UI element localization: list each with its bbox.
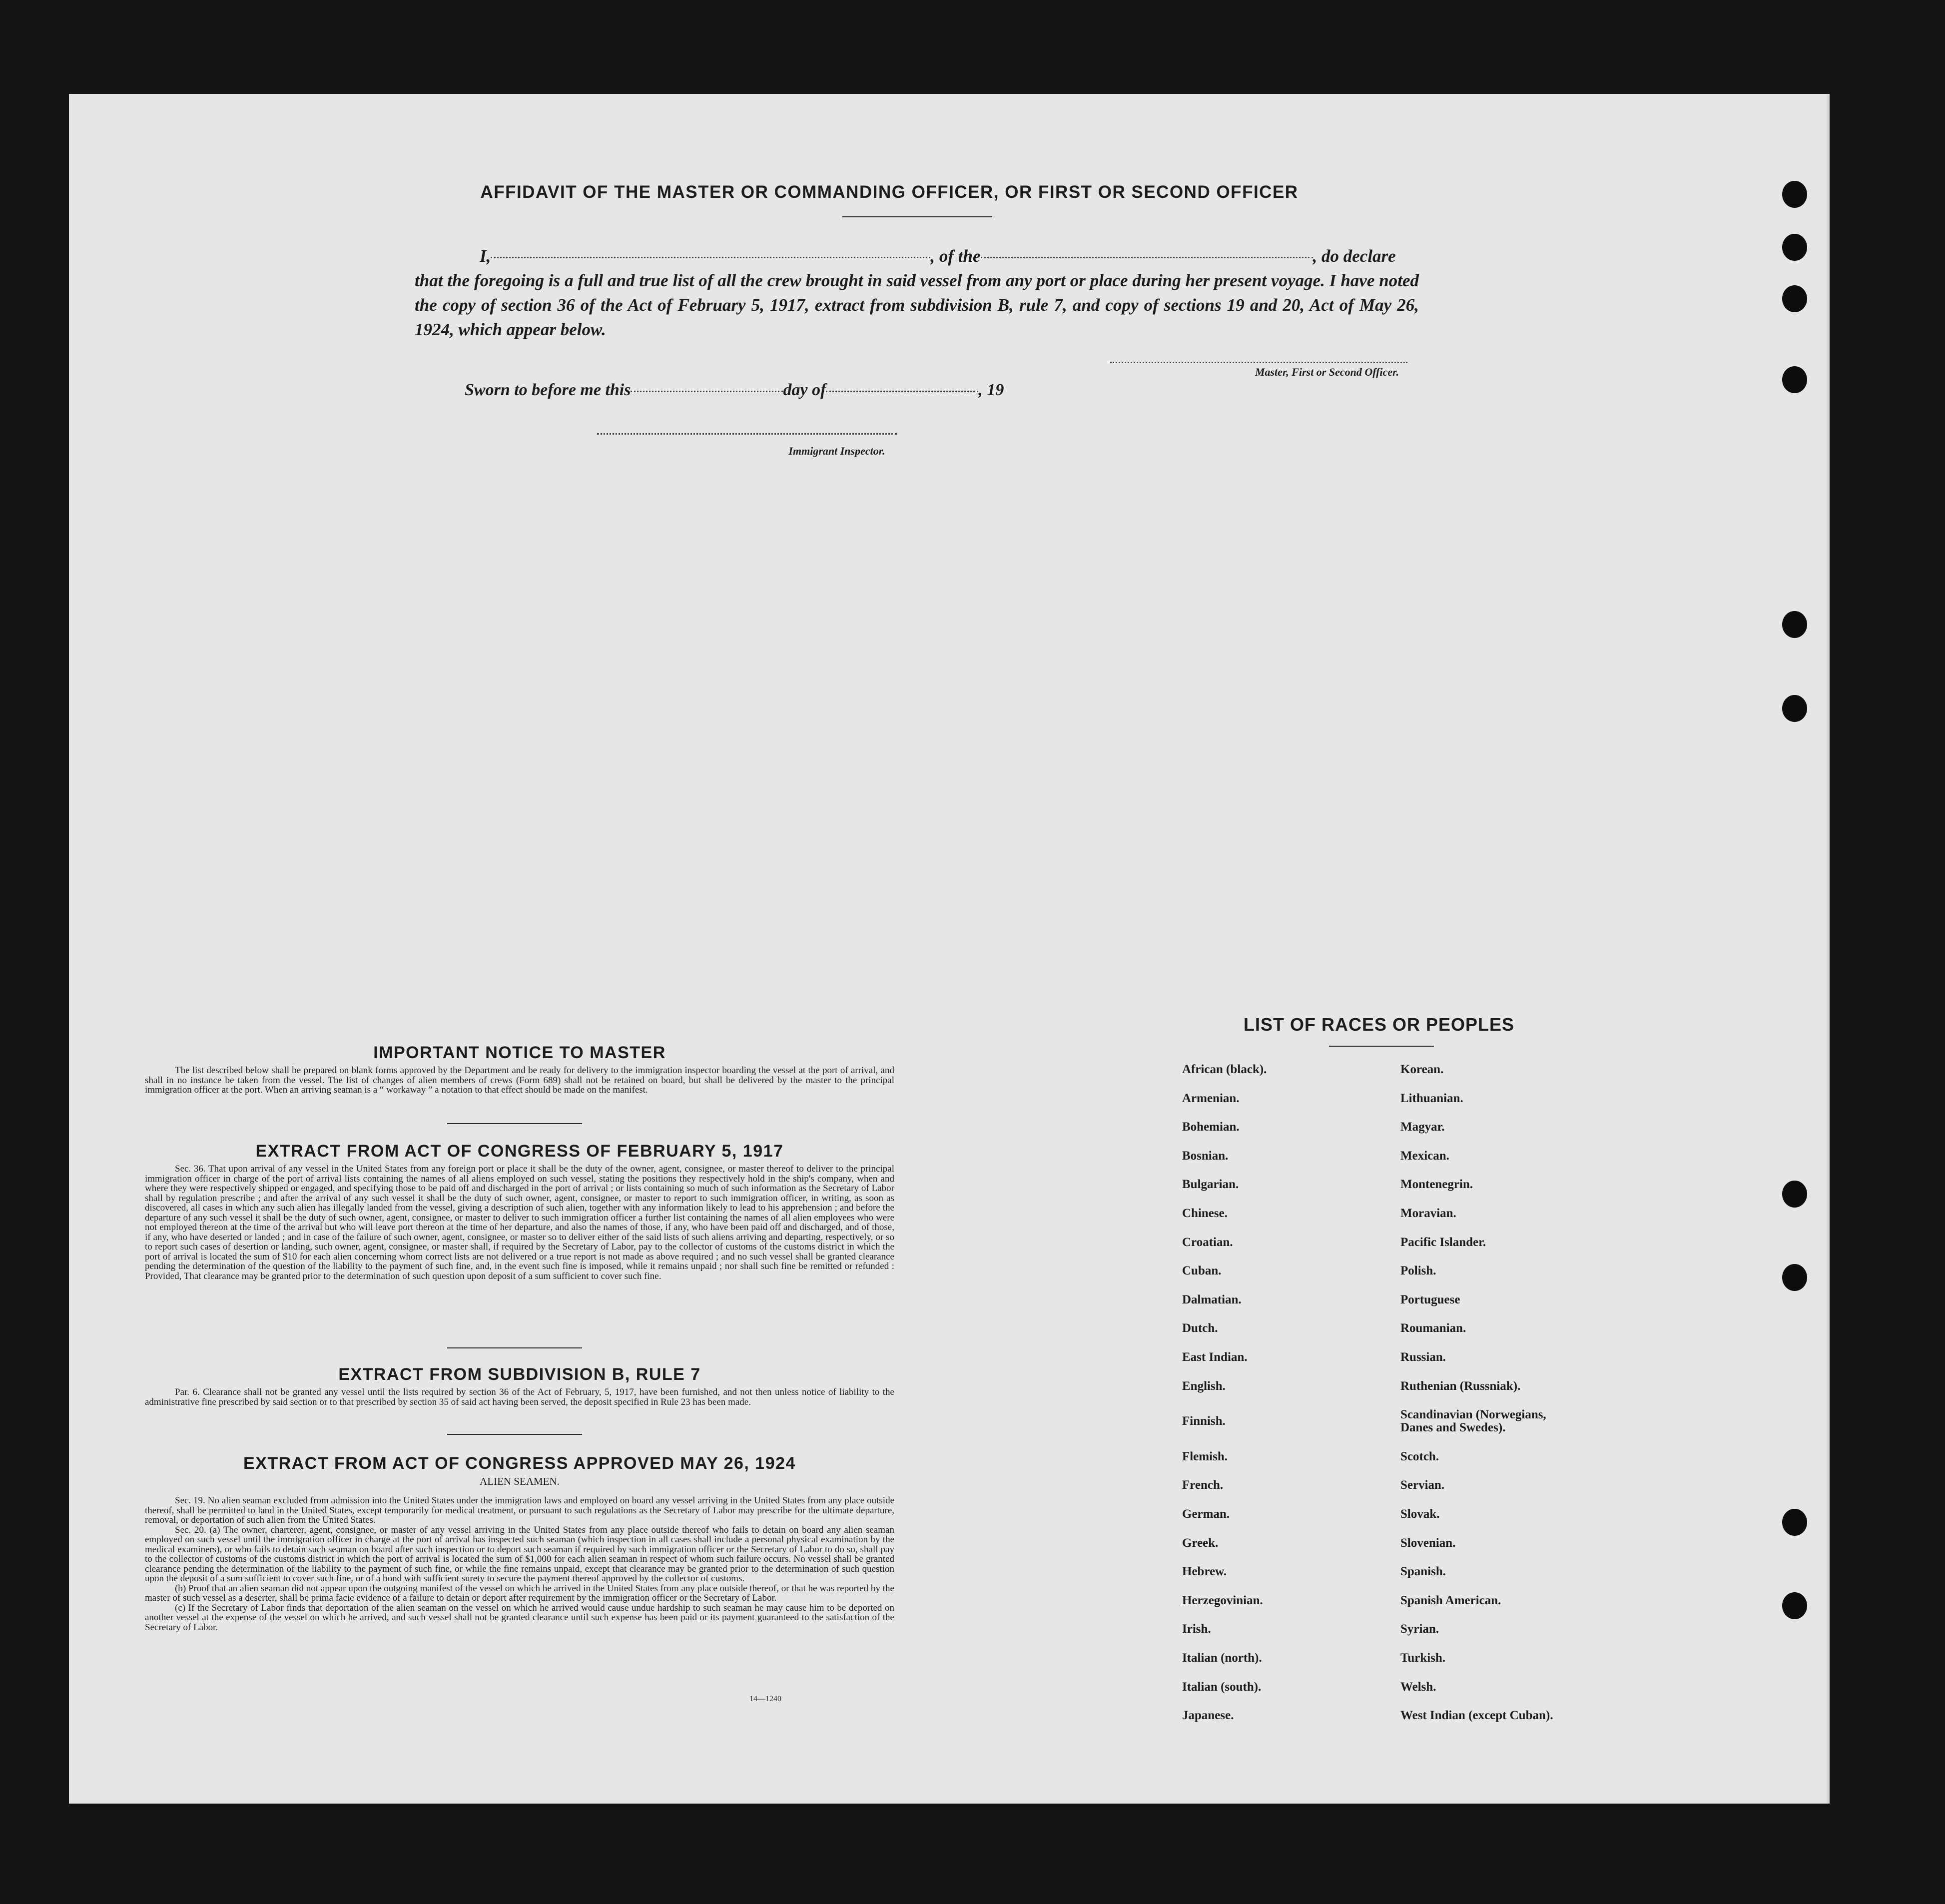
divider [447,1123,582,1124]
race-item: Italian (south). [1182,1680,1262,1694]
extract-1917-title: EXTRACT FROM ACT OF CONGRESS OF FEBRUARY 5, 1917 [255,1142,784,1161]
extract-1924-title: EXTRACT FROM ACT OF CONGRESS APPROVED MAY 26, 1924 [243,1454,796,1473]
race-item: Flemish. [1182,1450,1228,1463]
punch-hole [1782,181,1807,208]
race-item: Spanish. [1400,1565,1446,1578]
sworn-day-field[interactable] [631,391,783,392]
race-item: Spanish American. [1400,1594,1501,1607]
race-item: Hebrew. [1182,1565,1227,1578]
punch-hole [1782,366,1807,393]
race-item: Bohemian. [1182,1120,1240,1134]
races-title: LIST OF RACES OR PEOPLES [1243,1014,1515,1035]
extract-1924-subtitle: ALIEN SEAMEN. [480,1475,560,1487]
race-item: African (black). [1182,1063,1267,1076]
race-item: Croatian. [1182,1236,1233,1249]
affidavit-of-the: , of the [930,246,981,266]
race-item: Lithuanian. [1400,1092,1463,1105]
punch-hole [1782,1509,1807,1536]
race-item: Dalmatian. [1182,1293,1242,1306]
master-name-field[interactable] [491,257,930,258]
race-item: Mexican. [1400,1149,1449,1163]
race-item: Montenegrin. [1400,1178,1473,1191]
race-item: French. [1182,1478,1224,1492]
punch-hole [1782,1592,1807,1619]
race-item: Servian. [1400,1478,1445,1492]
race-item: West Indian (except Cuban). [1400,1709,1553,1722]
master-signature-field[interactable] [1110,362,1407,363]
punch-hole [1782,234,1807,261]
race-item: Italian (north). [1182,1651,1262,1665]
race-item: Armenian. [1182,1092,1240,1105]
race-item: Magyar. [1400,1120,1445,1134]
sworn-month-field[interactable] [826,391,978,392]
extract-1917-text: Sec. 36. That upon arrival of any vessel in the United States from any foreign port or place it shall be the duty of the owner, agent, consignee, or master thereof to deliver to the principal immigration officer in charge of the port of arrival lists containing the names of all aliens employed on such vessel, stating the positions they respectively hold in the ship's company, when and where they were respectively shipped or engaged, and specifying those to be paid off and discharged in the port of arrival ; or lists containing so much of such information as the Secretary of Labor shall by regulation prescribe ; and after the arrival of any such vessel it shall be the duty of such owner, agent, consignee, or master to report to such immigration officer, in writing, as soon as discovered, all cases in which any such alien has illegally landed from the vessel, giving a description of such alien, together with any information likely to lead to his apprehension ; and before the departure of any such vessel it shall be the duty of such owner, agent, consignee, or master to deliver to such immigration officer a further list containing the names of all alien employees who were not employed thereon at the time of the arrival but who will leave port thereon at the time of her departure, and also the names of those, if any, who have been paid off and discharged, and of those, if any, who have deserted or landed ; and in case of the failure of such owner, agent, consignee, or master so to deliver either of the said lists of such aliens arriving and departing, respectively, or so to report such cases of desertion or landing, such owner, agent, consignee, or master shall, if required by the Secretary of Labor, pay to the collector of customs of the customs district in which the port of arrival is located the sum of $10 for each alien concerning whom correct lists are not delivered or a true report is not made as above required ; and no such vessel shall be granted clearance pending the determination of the question of the liability to the payment of such fine, and, in the event such fine is imposed, while it remains unpaid ; nor shall such fine be remitted or refunded : Provided, That clearance may be granted prior to the determination of such question upon deposit of a sum sufficient to cover such fine. [145,1164,894,1281]
inspector-signature-label: Immigrant Inspector. [788,445,885,457]
race-item: Cuban. [1182,1264,1222,1277]
race-item: East Indian. [1182,1350,1248,1364]
inspector-signature-field[interactable] [597,433,897,435]
affidavit-first-line [415,244,1419,268]
race-item: Herzegovinian. [1182,1594,1263,1607]
notice-title: IMPORTANT NOTICE TO MASTER [373,1043,666,1062]
race-item: Chinese. [1182,1207,1228,1220]
divider [1329,1046,1434,1047]
race-item: Ruthenian (Russniak). [1400,1379,1521,1393]
affidavit-title: AFFIDAVIT OF THE MASTER OR COMMANDING OFFICER, OR FIRST OR SECOND OFFICER [480,182,1298,202]
rule7-text: Par. 6. Clearance shall not be granted any vessel until the lists required by section 36 of the Act of February, 5, 1917, have been furnished, and not then unless notice of liability to the administrative fine prescribed by said section or to that prescribed by section 35 of said act having been served, the deposit specified in Rule 23 has been made. [145,1387,894,1407]
rule7-title: EXTRACT FROM SUBDIVISION B, RULE 7 [338,1365,701,1384]
notice-text: The list described below shall be prepared on blank forms approved by the Department and be ready for delivery to the immigration inspector boarding the vessel at the port of arrival, and shall in no instance be taken from the vessel. The list of changes of alien members of crews (Form 689) shall not be retained on board, but shall be delivered by the master to the principal immigration officer at the port. When an arriving seaman is a “ workaway ” a notation to that effect should be made on the manifest. [145,1065,894,1095]
race-item: Bosnian. [1182,1149,1229,1163]
vessel-name-field[interactable] [981,257,1313,258]
punch-hole [1782,611,1807,638]
divider [447,1434,582,1435]
race-item: Slovenian. [1400,1536,1456,1550]
race-item: English. [1182,1379,1226,1393]
sworn-year-prefix: , 19 [978,381,1004,399]
extract-1924-sec19: Sec. 19. No alien seaman excluded from admission into the United States under the immigration laws and employed on board any vessel arriving in the United States from any place outside thereof, shall be permitted to land in the United States, except temporarily for medical treatment, or pursuant to such regulations as the Secretary of Labor may prescribe for the ultimate departure, removal, or deportation of such alien from the United States. [145,1495,894,1525]
race-item: Polish. [1400,1264,1436,1277]
extract-1924-sec20b: (b) Proof that an alien seaman did not appear upon the outgoing manifest of the vessel on which he arrived in the United States from any place outside thereof, or that he was reported by the master of such vessel as a deserter, shall be prima facie evidence of a failure to detain or deport after requirement by the immigration officer or the Secretary of Labor. [145,1583,894,1603]
punch-hole [1782,1181,1807,1208]
race-item: Dutch. [1182,1321,1218,1335]
race-item: Russian. [1400,1350,1446,1364]
extract-1924-sec20c: (c) If the Secretary of Labor finds that deportation of the alien seaman on the vessel on which he arrived would cause undue hardship to such seaman he may cause him to be deported on another vessel at the expense of the vessel on which he arrived, and such vessel shall not be granted clearance until such expense has been paid or its payment guaranteed to the satisfaction of the Secretary of Labor. [145,1602,894,1633]
sworn-day-of: day of [783,381,826,399]
form-number: 14—1240 [749,1695,781,1703]
divider [447,1347,582,1348]
sworn-line [465,381,1004,400]
race-item: Portuguese [1400,1293,1460,1306]
race-item: Pacific Islander. [1400,1236,1486,1249]
punch-hole [1782,285,1807,312]
race-item: Irish. [1182,1622,1211,1636]
affidavit-i-label: I, [480,246,491,266]
race-item: Scandinavian (Norwegians, Danes and Swedes). [1400,1408,1546,1434]
race-item: Scotch. [1400,1450,1439,1463]
master-signature-label: Master, First or Second Officer. [1255,366,1399,378]
race-item: Roumanian. [1400,1321,1466,1335]
race-item: Syrian. [1400,1622,1439,1636]
punch-hole [1782,695,1807,722]
punch-hole [1782,1264,1807,1291]
extract-1924-text [145,1496,894,1632]
race-item: Moravian. [1400,1207,1456,1220]
race-item: Welsh. [1400,1680,1436,1694]
race-item: Slovak. [1400,1507,1440,1521]
race-item: Finnish. [1182,1414,1226,1428]
race-item: Turkish. [1400,1651,1446,1665]
affidavit-do-declare: , do declare [1312,246,1396,266]
race-item: Bulgarian. [1182,1178,1239,1191]
sworn-prefix: Sworn to before me this [465,381,631,399]
divider [842,216,992,217]
affidavit-body [415,244,1419,342]
race-item: German. [1182,1507,1230,1521]
race-item: Japanese. [1182,1709,1234,1722]
race-item: Korean. [1400,1063,1444,1076]
race-item: Greek. [1182,1536,1219,1550]
affidavit-text: that the foregoing is a full and true list of all the crew brought in said vessel from any port or place during her present voyage. I have noted the copy of section 36 of the Act of February 5, 1917, extract from subdivision B, rule 7, and copy of sections 19 and 20, Act of May 26, 1924, which appear below. [415,271,1419,339]
extract-1924-sec20a: Sec. 20. (a) The owner, charterer, agent, consignee, or master of any vessel arriving in the United States from any place outside thereof who fails to detain on board any alien seaman employed on such vessel until the immigration officer in charge at the port of arrival has inspected such seaman (which inspection in all cases shall include a personal physical examination by the medical examiners), or who fails to detain such seaman on board after such inspection or to deport such seaman if required by such immigration officer or the Secretary of Labor to do so, shall pay to the collector of customs of the customs district in which the port of arrival is located the sum of $1,000 for each alien seaman in respect of whom such failure occurs. No vessel shall be granted clearance pending the determination of the liability to the payment of such fine, or while the fine remains unpaid, except that clearance may be granted prior to the determination of such question upon the deposit of a sum sufficient to cover such fine, or of a bond with sufficient surety to secure the payment thereof approved by the collector of customs. [145,1524,894,1584]
